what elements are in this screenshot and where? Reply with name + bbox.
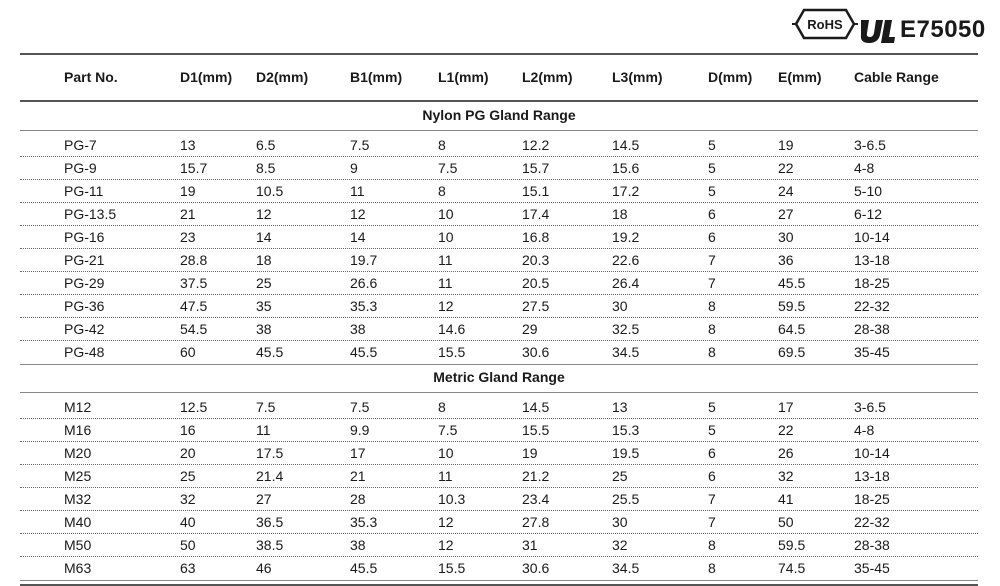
cell-cable-range: 22-32	[854, 298, 890, 314]
cell-l1: 15.5	[438, 344, 466, 360]
cell-l2: 15.7	[522, 160, 550, 176]
cell-l3: 34.5	[612, 344, 640, 360]
cell-l1: 10	[438, 206, 454, 222]
cell-d: 6	[708, 468, 716, 484]
ul-file-number: E75050	[900, 16, 986, 43]
cell-b1: 38	[350, 537, 366, 553]
cell-d1: 13	[180, 137, 196, 153]
cell-l3: 22.6	[612, 252, 640, 268]
cell-b1: 21	[350, 468, 366, 484]
cell-b1: 12	[350, 206, 366, 222]
cell-d2: 18	[256, 252, 272, 268]
rohs-label: RoHS	[807, 17, 843, 32]
cell-d: 7	[708, 275, 716, 291]
cell-l2: 27.5	[522, 298, 550, 314]
cell-d: 7	[708, 491, 716, 507]
cell-cable-range: 28-38	[854, 537, 890, 553]
cell-part-no: PG-29	[64, 275, 105, 291]
cell-e: 50	[778, 514, 794, 530]
cell-l3: 14.5	[612, 137, 640, 153]
cell-e: 26	[778, 445, 794, 461]
cell-l2: 30.6	[522, 560, 550, 576]
cell-d: 8	[708, 298, 716, 314]
cell-l2: 27.8	[522, 514, 550, 530]
cell-l2: 15.5	[522, 422, 550, 438]
cell-l2: 21.2	[522, 468, 550, 484]
cell-l3: 13	[612, 399, 628, 415]
cell-part-no: PG-9	[64, 160, 97, 176]
cell-l1: 12	[438, 537, 454, 553]
table-row	[20, 534, 978, 557]
cell-l1: 7.5	[438, 422, 458, 438]
cell-e: 32	[778, 468, 794, 484]
cell-e: 22	[778, 422, 794, 438]
cell-l3: 30	[612, 298, 628, 314]
cell-e: 36	[778, 252, 794, 268]
cell-d2: 38.5	[256, 537, 284, 553]
cell-b1: 45.5	[350, 344, 378, 360]
header-row	[20, 66, 978, 89]
cell-b1: 17	[350, 445, 366, 461]
cell-l2: 12.2	[522, 137, 550, 153]
section-end-rule	[20, 364, 978, 365]
section-rule	[20, 392, 978, 393]
cell-d2: 12	[256, 206, 272, 222]
cell-d1: 28.8	[180, 252, 208, 268]
table-row	[20, 134, 978, 157]
table-row	[20, 318, 978, 341]
cell-cable-range: 13-18	[854, 468, 890, 484]
cell-l3: 18	[612, 206, 628, 222]
cell-e: 22	[778, 160, 794, 176]
cell-l2: 19	[522, 445, 538, 461]
cell-d2: 17.5	[256, 445, 284, 461]
cell-d1: 23	[180, 229, 196, 245]
header-d2: D2(mm)	[256, 69, 309, 85]
cell-d2: 6.5	[256, 137, 276, 153]
cell-part-no: M16	[64, 422, 92, 438]
cell-part-no: M63	[64, 560, 92, 576]
cell-e: 45.5	[778, 275, 806, 291]
header-l3: L3(mm)	[612, 69, 663, 85]
cell-b1: 7.5	[350, 399, 370, 415]
cell-l1: 8	[438, 137, 446, 153]
cell-d2: 7.5	[256, 399, 276, 415]
cell-l3: 15.6	[612, 160, 640, 176]
cell-l1: 10	[438, 229, 454, 245]
cell-d: 7	[708, 514, 716, 530]
table-row	[20, 419, 978, 442]
header-rule	[20, 100, 978, 102]
cell-l1: 14.6	[438, 321, 466, 337]
cell-l3: 19.5	[612, 445, 640, 461]
cell-l3: 15.3	[612, 422, 640, 438]
certification-marks	[788, 4, 988, 44]
cell-l2: 20.5	[522, 275, 550, 291]
cell-cable-range: 3-6.5	[854, 399, 886, 415]
table-row	[20, 557, 978, 580]
cell-d2: 11	[256, 422, 271, 438]
table-row	[20, 488, 978, 511]
cell-d1: 21	[180, 206, 196, 222]
cell-b1: 14	[350, 229, 366, 245]
cell-l3: 34.5	[612, 560, 640, 576]
cell-l2: 14.5	[522, 399, 550, 415]
cell-d1: 50	[180, 537, 196, 553]
cell-cable-range: 13-18	[854, 252, 890, 268]
cell-part-no: PG-7	[64, 137, 97, 153]
cell-l1: 10	[438, 445, 454, 461]
cell-b1: 26.6	[350, 275, 378, 291]
cell-d1: 20	[180, 445, 196, 461]
cell-l2: 23.4	[522, 491, 550, 507]
cell-l1: 12	[438, 298, 454, 314]
header-l1: L1(mm)	[438, 69, 489, 85]
cell-cable-range: 35-45	[854, 560, 890, 576]
cell-l2: 30.6	[522, 344, 550, 360]
header-d1: D1(mm)	[180, 69, 233, 85]
cell-part-no: PG-11	[64, 183, 104, 199]
cell-cable-range: 3-6.5	[854, 137, 886, 153]
cell-e: 30	[778, 229, 794, 245]
cell-d1: 63	[180, 560, 196, 576]
cell-cable-range: 18-25	[854, 491, 890, 507]
cell-d1: 12.5	[180, 399, 208, 415]
cell-part-no: M50	[64, 537, 92, 553]
cell-part-no: M32	[64, 491, 92, 507]
cell-d1: 60	[180, 344, 196, 360]
cell-l3: 26.4	[612, 275, 640, 291]
cell-l1: 8	[438, 183, 446, 199]
cell-d2: 21.4	[256, 468, 284, 484]
cell-l1: 11	[438, 252, 453, 268]
cell-d2: 14	[256, 229, 272, 245]
cell-l2: 29	[522, 321, 538, 337]
header-b1: B1(mm)	[350, 69, 403, 85]
cell-l3: 32	[612, 537, 628, 553]
table-row	[20, 511, 978, 534]
table-row	[20, 272, 978, 295]
cell-d: 6	[708, 229, 716, 245]
cell-cable-range: 28-38	[854, 321, 890, 337]
cell-l2: 16.8	[522, 229, 550, 245]
cell-e: 59.5	[778, 537, 806, 553]
cell-d: 5	[708, 183, 716, 199]
cell-d: 5	[708, 422, 716, 438]
cell-part-no: M40	[64, 514, 92, 530]
cell-l2: 17.4	[522, 206, 550, 222]
cell-d1: 19	[180, 183, 196, 199]
cell-b1: 11	[350, 183, 365, 199]
cell-d: 5	[708, 399, 716, 415]
cell-cable-range: 4-8	[854, 160, 875, 176]
cell-d1: 40	[180, 514, 196, 530]
header-e: E(mm)	[778, 69, 822, 85]
table-top-rule	[20, 53, 978, 55]
table-row	[20, 157, 978, 180]
cell-d: 8	[708, 344, 716, 360]
cell-part-no: PG-21	[64, 252, 105, 268]
cell-d: 8	[708, 560, 716, 576]
section-rule	[20, 130, 978, 131]
cell-d: 5	[708, 137, 716, 153]
table-row	[20, 226, 978, 249]
rohs-logo	[792, 6, 858, 47]
cell-cable-range: 5-10	[854, 183, 883, 199]
cell-l2: 20.3	[522, 252, 550, 268]
cell-d2: 46	[256, 560, 272, 576]
cell-cable-range: 10-14	[854, 445, 890, 461]
cell-d1: 54.5	[180, 321, 208, 337]
cell-cable-range: 6-12	[854, 206, 883, 222]
cell-b1: 45.5	[350, 560, 378, 576]
cell-l1: 12	[438, 514, 454, 530]
cell-d2: 25	[256, 275, 272, 291]
cell-cable-range: 35-45	[854, 344, 890, 360]
header-l2: L2(mm)	[522, 69, 573, 85]
section-title: Nylon PG Gland Range	[422, 107, 576, 123]
table-row	[20, 249, 978, 272]
cell-part-no: M25	[64, 468, 92, 484]
table-row	[20, 396, 978, 419]
cell-l2: 31	[522, 537, 538, 553]
cell-l3: 30	[612, 514, 628, 530]
table-row	[20, 341, 978, 364]
cell-b1: 38	[350, 321, 366, 337]
cell-b1: 19.7	[350, 252, 378, 268]
cell-d1: 47.5	[180, 298, 208, 314]
cell-d1: 37.5	[180, 275, 208, 291]
cell-l3: 32.5	[612, 321, 640, 337]
cell-e: 64.5	[778, 321, 806, 337]
cell-part-no: M12	[64, 399, 92, 415]
cell-part-no: PG-13.5	[64, 206, 117, 222]
cell-d1: 32	[180, 491, 196, 507]
cell-d2: 45.5	[256, 344, 284, 360]
cell-l3: 17.2	[612, 183, 640, 199]
header-cable-range: Cable Range	[854, 69, 939, 85]
cell-l1: 15.5	[438, 560, 466, 576]
cell-l1: 7.5	[438, 160, 458, 176]
cell-d: 8	[708, 537, 716, 553]
cell-l3: 25.5	[612, 491, 640, 507]
cell-e: 17	[778, 399, 794, 415]
cell-d1: 15.7	[180, 160, 208, 176]
cell-d1: 25	[180, 468, 196, 484]
cell-cable-range: 10-14	[854, 229, 890, 245]
cell-part-no: M20	[64, 445, 92, 461]
table-row	[20, 295, 978, 318]
cell-d2: 36.5	[256, 514, 284, 530]
cell-b1: 9.9	[350, 422, 370, 438]
header-part-no: Part No.	[64, 69, 118, 85]
section-end-rule	[20, 580, 978, 581]
cell-l1: 8	[438, 399, 446, 415]
cell-b1: 7.5	[350, 137, 370, 153]
cell-b1: 28	[350, 491, 366, 507]
cell-part-no: PG-48	[64, 344, 105, 360]
cell-part-no: PG-16	[64, 229, 105, 245]
cell-e: 69.5	[778, 344, 806, 360]
cell-part-no: PG-36	[64, 298, 105, 314]
cell-d2: 38	[256, 321, 272, 337]
cell-part-no: PG-42	[64, 321, 105, 337]
cell-d1: 16	[180, 422, 196, 438]
cell-cable-range: 18-25	[854, 275, 890, 291]
cell-l2: 15.1	[522, 183, 550, 199]
cell-l1: 11	[438, 468, 453, 484]
cell-d2: 35	[256, 298, 272, 314]
cell-cable-range: 4-8	[854, 422, 875, 438]
table-row	[20, 465, 978, 488]
cell-e: 19	[778, 137, 794, 153]
header-d: D(mm)	[708, 69, 753, 85]
cell-e: 74.5	[778, 560, 806, 576]
table-row	[20, 442, 978, 465]
cell-l1: 10.3	[438, 491, 466, 507]
cell-e: 24	[778, 183, 794, 199]
cell-e: 41	[778, 491, 794, 507]
section-title: Metric Gland Range	[433, 369, 565, 385]
table-row	[20, 180, 978, 203]
ul-logo	[858, 18, 896, 49]
cell-b1: 35.3	[350, 514, 378, 530]
cell-l3: 25	[612, 468, 628, 484]
cell-d: 6	[708, 206, 716, 222]
cell-l3: 19.2	[612, 229, 640, 245]
cell-b1: 9	[350, 160, 358, 176]
cell-d: 6	[708, 445, 716, 461]
cell-d: 8	[708, 321, 716, 337]
cell-d: 5	[708, 160, 716, 176]
cell-e: 59.5	[778, 298, 806, 314]
table-row	[20, 203, 978, 226]
cell-d: 7	[708, 252, 716, 268]
cell-d2: 27	[256, 491, 272, 507]
cell-d2: 8.5	[256, 160, 276, 176]
cell-l1: 11	[438, 275, 453, 291]
cell-b1: 35.3	[350, 298, 378, 314]
cell-cable-range: 22-32	[854, 514, 890, 530]
cell-e: 27	[778, 206, 794, 222]
cell-d2: 10.5	[256, 183, 284, 199]
